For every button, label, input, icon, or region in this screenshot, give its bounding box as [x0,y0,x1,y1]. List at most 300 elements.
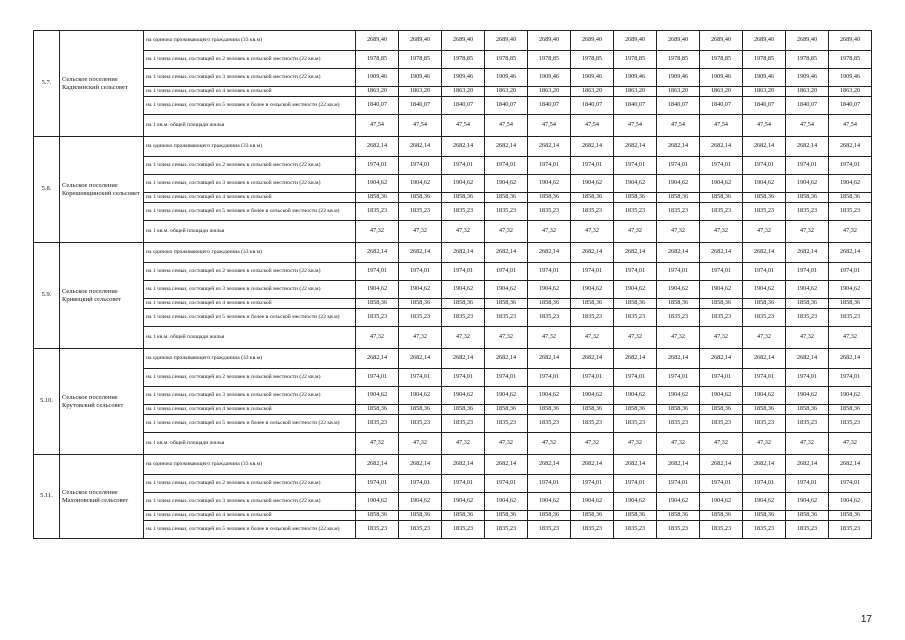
value-cell: 1904,62 [786,493,829,511]
value-cell: 47,32 [485,221,528,243]
table-row [34,193,872,203]
category-label: на одиноко проживающего гражданина (33 кв.м) [144,137,356,157]
value-cell: 1974,01 [657,369,700,387]
value-cell: 1840,07 [700,97,743,115]
value-cell: 1904,62 [485,493,528,511]
value-cell: 1863,20 [614,87,657,97]
value-cell: 47,32 [657,221,700,243]
value-cell: 1835,23 [528,309,571,327]
value-cell: 1835,23 [829,415,872,433]
value-cell: 1835,23 [399,415,442,433]
value-cell: 1835,23 [657,203,700,221]
value-cell: 1974,01 [356,369,399,387]
value-cell: 47,32 [786,221,829,243]
value-cell: 1974,01 [442,475,485,493]
category-label: на 1 члена семьи, состоящей из 2 человек в сельской местности (22 кв.м) [144,475,356,493]
table-row [34,281,872,299]
category-label: на 1 кв.м. общей площади жилья [144,327,356,349]
value-cell: 1835,23 [786,203,829,221]
value-cell: 1974,01 [528,263,571,281]
category-label: на 1 члена семьи, состоящей из 2 человек в сельской местности (22 кв.м) [144,157,356,175]
value-cell: 1835,23 [528,203,571,221]
value-cell: 2682,14 [399,455,442,475]
value-cell: 1858,36 [399,511,442,521]
value-cell: 1904,62 [356,493,399,511]
value-cell: 1904,62 [356,387,399,405]
value-cell: 1904,62 [743,175,786,193]
value-cell: 1978,85 [399,51,442,69]
value-cell: 1835,23 [700,203,743,221]
category-label: на 1 члена семьи, состоящей из 4 человек в сельской [144,299,356,309]
value-cell: 1835,23 [829,203,872,221]
value-cell: 1863,20 [786,87,829,97]
value-cell: 1858,36 [485,405,528,415]
value-cell: 1974,01 [743,475,786,493]
value-cell: 1835,23 [614,309,657,327]
value-cell: 1858,36 [528,405,571,415]
value-cell: 1840,07 [399,97,442,115]
value-cell: 1863,20 [528,87,571,97]
value-cell: 47,32 [442,221,485,243]
value-cell: 1858,36 [829,511,872,521]
value-cell: 1835,23 [485,309,528,327]
table-row [34,263,872,281]
value-cell: 1863,20 [829,87,872,97]
category-label: на 1 члена семьи, состоящей из 3 человек в сельской местности (22 кв.м) [144,493,356,511]
value-cell: 1835,23 [700,309,743,327]
value-cell: 1858,36 [442,511,485,521]
value-cell: 1858,36 [657,193,700,203]
value-cell: 2682,14 [614,243,657,263]
value-cell: 1835,23 [356,203,399,221]
value-cell: 1974,01 [528,369,571,387]
value-cell: 1974,01 [528,475,571,493]
value-cell: 1974,01 [700,157,743,175]
value-cell: 47,32 [657,433,700,455]
settlement-name: Сельское поселение Кривецкий сельсовет [60,243,144,349]
value-cell: 2682,14 [399,349,442,369]
value-cell: 47,54 [657,115,700,137]
value-cell: 1904,62 [700,493,743,511]
category-label: на 1 члена семьи, состоящей из 5 человек и более в сельской местности (22 кв.м) [144,309,356,327]
value-cell: 1858,36 [356,193,399,203]
value-cell: 1904,62 [528,281,571,299]
value-cell: 1858,36 [442,193,485,203]
value-cell: 1978,85 [700,51,743,69]
table-row [34,157,872,175]
value-cell: 47,32 [700,327,743,349]
settlement-name: Сельское поселение Махоновский сельсовет [60,455,144,539]
value-cell: 2682,14 [743,349,786,369]
value-cell: 1904,62 [614,493,657,511]
value-cell: 1974,01 [786,369,829,387]
value-cell: 1978,85 [829,51,872,69]
value-cell: 2682,14 [657,455,700,475]
value-cell: 1974,01 [786,263,829,281]
value-cell: 1909,46 [571,69,614,87]
value-cell: 1835,23 [571,521,614,539]
tariff-table [33,30,872,539]
value-cell: 47,32 [700,221,743,243]
category-label: на 1 члена семьи, состоящей из 3 человек в сельской местности (22 кв.м) [144,387,356,405]
value-cell: 2689,40 [356,31,399,51]
value-cell: 1909,46 [485,69,528,87]
value-cell: 1904,62 [571,387,614,405]
value-cell: 47,32 [485,433,528,455]
value-cell: 1904,62 [399,281,442,299]
value-cell: 1909,46 [614,69,657,87]
value-cell: 1835,23 [657,521,700,539]
value-cell: 1840,07 [786,97,829,115]
value-cell: 1974,01 [356,157,399,175]
value-cell: 1909,46 [399,69,442,87]
value-cell: 1840,07 [743,97,786,115]
category-label: на 1 члена семьи, состоящей из 5 человек и более в сельской местности (22 кв.м) [144,97,356,115]
value-cell: 1858,36 [786,511,829,521]
value-cell: 1835,23 [657,309,700,327]
value-cell: 1904,62 [786,387,829,405]
value-cell: 1974,01 [356,263,399,281]
category-label: на 1 члена семьи, состоящей из 3 человек в сельской местности (22 кв.м) [144,281,356,299]
value-cell: 47,32 [399,221,442,243]
value-cell: 1904,62 [786,175,829,193]
value-cell: 1904,62 [657,281,700,299]
table-row [34,349,872,369]
value-cell: 1840,07 [442,97,485,115]
value-cell: 1858,36 [614,299,657,309]
value-cell: 1904,62 [399,493,442,511]
value-cell: 1835,23 [700,521,743,539]
value-cell: 47,32 [356,327,399,349]
value-cell: 1835,23 [485,203,528,221]
value-cell: 1904,62 [743,281,786,299]
value-cell: 1904,62 [743,493,786,511]
value-cell: 1974,01 [614,475,657,493]
value-cell: 2689,40 [442,31,485,51]
category-label: на 1 члена семьи, состоящей из 4 человек в сельской [144,87,356,97]
value-cell: 2682,14 [356,349,399,369]
value-cell: 1858,36 [356,405,399,415]
value-cell: 47,32 [700,433,743,455]
value-cell: 1835,23 [829,521,872,539]
page-number: 17 [860,614,872,625]
value-cell: 1974,01 [571,369,614,387]
value-cell: 2682,14 [829,455,872,475]
value-cell: 1858,36 [657,405,700,415]
value-cell: 1858,36 [743,405,786,415]
value-cell: 2682,14 [356,243,399,263]
category-label: на 1 члена семьи, состоящей из 5 человек и более в сельской местности (22 кв.м) [144,521,356,539]
value-cell: 47,32 [356,221,399,243]
value-cell: 1974,01 [399,475,442,493]
value-cell: 1858,36 [356,511,399,521]
value-cell: 1840,07 [657,97,700,115]
value-cell: 2682,14 [442,349,485,369]
value-cell: 1858,36 [614,511,657,521]
table-row [34,175,872,193]
value-cell: 1858,36 [829,193,872,203]
value-cell: 1904,62 [528,175,571,193]
value-cell: 47,54 [399,115,442,137]
value-cell: 1840,07 [356,97,399,115]
value-cell: 2682,14 [485,243,528,263]
value-cell: 1974,01 [399,263,442,281]
table-row [34,369,872,387]
value-cell: 1835,23 [571,203,614,221]
value-cell: 2682,14 [442,455,485,475]
value-cell: 1835,23 [786,521,829,539]
value-cell: 1904,62 [356,281,399,299]
value-cell: 1974,01 [485,263,528,281]
table-row [34,433,872,455]
document-sheet [33,30,871,596]
value-cell: 2689,40 [700,31,743,51]
value-cell: 1858,36 [528,511,571,521]
value-cell: 1974,01 [614,157,657,175]
value-cell: 1858,36 [743,511,786,521]
value-cell: 1904,62 [829,175,872,193]
value-cell: 2682,14 [743,455,786,475]
table-row [34,455,872,475]
value-cell: 1858,36 [700,405,743,415]
value-cell: 1835,23 [442,521,485,539]
category-label: на одиноко проживающего гражданина (33 кв.м) [144,349,356,369]
value-cell: 1858,36 [743,193,786,203]
value-cell: 1974,01 [485,475,528,493]
value-cell: 1863,20 [657,87,700,97]
section-index: 5.8. [34,137,60,243]
value-cell: 1978,85 [743,51,786,69]
value-cell: 1974,01 [700,369,743,387]
category-label: на 1 кв.м. общей площади жилья [144,115,356,137]
value-cell: 1835,23 [571,309,614,327]
table-row [34,387,872,405]
value-cell: 2682,14 [571,349,614,369]
table-row [34,475,872,493]
value-cell: 1978,85 [442,51,485,69]
value-cell: 1909,46 [528,69,571,87]
category-label: на 1 члена семьи, состоящей из 3 человек в сельской местности (22 кв.м) [144,175,356,193]
value-cell: 1835,23 [743,521,786,539]
value-cell: 1974,01 [743,369,786,387]
value-cell: 1858,36 [485,193,528,203]
value-cell: 1974,01 [528,157,571,175]
value-cell: 1904,62 [829,493,872,511]
value-cell: 1974,01 [485,157,528,175]
value-cell: 1904,62 [356,175,399,193]
value-cell: 47,54 [743,115,786,137]
value-cell: 47,32 [657,327,700,349]
table-row [34,203,872,221]
value-cell: 1978,85 [614,51,657,69]
value-cell: 1835,23 [571,415,614,433]
value-cell: 47,32 [743,327,786,349]
value-cell: 2682,14 [700,349,743,369]
value-cell: 2682,14 [743,243,786,263]
value-cell: 2689,40 [743,31,786,51]
value-cell: 1904,62 [442,387,485,405]
category-label: на 1 члена семьи, состоящей из 5 человек и более в сельской местности (22 кв.м) [144,203,356,221]
category-label: на 1 члена семьи, состоящей из 3 человек в сельской местности (22 кв.м) [144,69,356,87]
value-cell: 1909,46 [356,69,399,87]
value-cell: 1978,85 [356,51,399,69]
value-cell: 1909,46 [657,69,700,87]
value-cell: 2689,40 [614,31,657,51]
value-cell: 1840,07 [571,97,614,115]
value-cell: 1974,01 [442,263,485,281]
value-cell: 1904,62 [700,387,743,405]
value-cell: 1904,62 [614,281,657,299]
value-cell: 1974,01 [442,157,485,175]
value-cell: 1863,20 [356,87,399,97]
value-cell: 1904,62 [743,387,786,405]
value-cell: 1835,23 [485,415,528,433]
value-cell: 1858,36 [442,405,485,415]
value-cell: 47,32 [528,221,571,243]
value-cell: 47,32 [442,433,485,455]
value-cell: 1835,23 [700,415,743,433]
value-cell: 1858,36 [571,405,614,415]
value-cell: 1858,36 [442,299,485,309]
value-cell: 1863,20 [571,87,614,97]
value-cell: 47,32 [829,433,872,455]
value-cell: 47,32 [829,327,872,349]
value-cell: 1835,23 [399,521,442,539]
value-cell: 1858,36 [786,299,829,309]
value-cell: 1909,46 [786,69,829,87]
value-cell: 2682,14 [614,137,657,157]
table-row [34,521,872,539]
value-cell: 1974,01 [356,475,399,493]
value-cell: 2689,40 [485,31,528,51]
value-cell: 1974,01 [442,369,485,387]
table-row [34,69,872,87]
value-cell: 47,32 [614,327,657,349]
value-cell: 1904,62 [829,281,872,299]
value-cell: 47,54 [356,115,399,137]
value-cell: 47,54 [442,115,485,137]
table-row [34,115,872,137]
value-cell: 1904,62 [571,175,614,193]
value-cell: 47,32 [356,433,399,455]
value-cell: 47,32 [528,327,571,349]
value-cell: 1835,23 [829,309,872,327]
value-cell: 2682,14 [829,243,872,263]
value-cell: 1974,01 [614,263,657,281]
value-cell: 2682,14 [786,455,829,475]
value-cell: 1858,36 [700,193,743,203]
value-cell: 1858,36 [485,299,528,309]
value-cell: 1904,62 [528,387,571,405]
value-cell: 2682,14 [614,455,657,475]
value-cell: 47,32 [614,221,657,243]
section-index: 5.9. [34,243,60,349]
value-cell: 1974,01 [571,263,614,281]
value-cell: 1858,36 [614,405,657,415]
value-cell: 1904,62 [700,175,743,193]
value-cell: 1974,01 [829,475,872,493]
value-cell: 1904,62 [399,387,442,405]
value-cell: 1904,62 [786,281,829,299]
value-cell: 1904,62 [657,175,700,193]
value-cell: 1863,20 [743,87,786,97]
value-cell: 47,32 [786,327,829,349]
value-cell: 1904,62 [829,387,872,405]
value-cell: 2682,14 [829,137,872,157]
value-cell: 2689,40 [399,31,442,51]
value-cell: 1863,20 [700,87,743,97]
table-row [34,299,872,309]
value-cell: 1858,36 [657,299,700,309]
value-cell: 1904,62 [399,175,442,193]
section-index: 5.11. [34,455,60,539]
table-row [34,97,872,115]
value-cell: 2682,14 [657,137,700,157]
value-cell: 1858,36 [528,193,571,203]
table-row [34,31,872,51]
category-label: на 1 члена семьи, состоящей из 4 человек в сельской [144,511,356,521]
value-cell: 1904,62 [485,281,528,299]
value-cell: 2682,14 [700,243,743,263]
value-cell: 1840,07 [614,97,657,115]
value-cell: 1974,01 [786,157,829,175]
value-cell: 1904,62 [442,493,485,511]
value-cell: 2682,14 [356,455,399,475]
value-cell: 1858,36 [571,193,614,203]
value-cell: 1974,01 [743,263,786,281]
value-cell: 2682,14 [485,455,528,475]
value-cell: 1858,36 [786,405,829,415]
section-index: 5.7. [34,31,60,137]
value-cell: 1835,23 [399,309,442,327]
value-cell: 2682,14 [743,137,786,157]
value-cell: 1858,36 [829,405,872,415]
value-cell: 1840,07 [829,97,872,115]
value-cell: 2682,14 [528,455,571,475]
value-cell: 2682,14 [829,349,872,369]
value-cell: 2689,40 [657,31,700,51]
settlement-name: Сельское поселение Кадилинский сельсовет [60,31,144,137]
value-cell: 1835,23 [528,521,571,539]
value-cell: 1835,23 [743,415,786,433]
value-cell: 1974,01 [743,157,786,175]
value-cell: 2682,14 [571,243,614,263]
value-cell: 1835,23 [356,521,399,539]
category-label: на 1 члена семьи, состоящей из 2 человек в сельской местности (22 кв.м) [144,369,356,387]
value-cell: 2682,14 [786,243,829,263]
value-cell: 1858,36 [399,405,442,415]
value-cell: 2682,14 [614,349,657,369]
value-cell: 2682,14 [485,137,528,157]
value-cell: 1978,85 [485,51,528,69]
value-cell: 2682,14 [786,137,829,157]
value-cell: 1863,20 [442,87,485,97]
value-cell: 1904,62 [485,175,528,193]
value-cell: 1858,36 [786,193,829,203]
value-cell: 2682,14 [528,243,571,263]
value-cell: 1974,01 [657,263,700,281]
value-cell: 1904,62 [571,493,614,511]
value-cell: 2682,14 [399,243,442,263]
value-cell: 1840,07 [528,97,571,115]
value-cell: 47,32 [485,327,528,349]
value-cell: 1858,36 [528,299,571,309]
value-cell: 47,54 [700,115,743,137]
value-cell: 1974,01 [829,157,872,175]
table-row [34,51,872,69]
value-cell: 47,32 [571,433,614,455]
value-cell: 47,54 [571,115,614,137]
